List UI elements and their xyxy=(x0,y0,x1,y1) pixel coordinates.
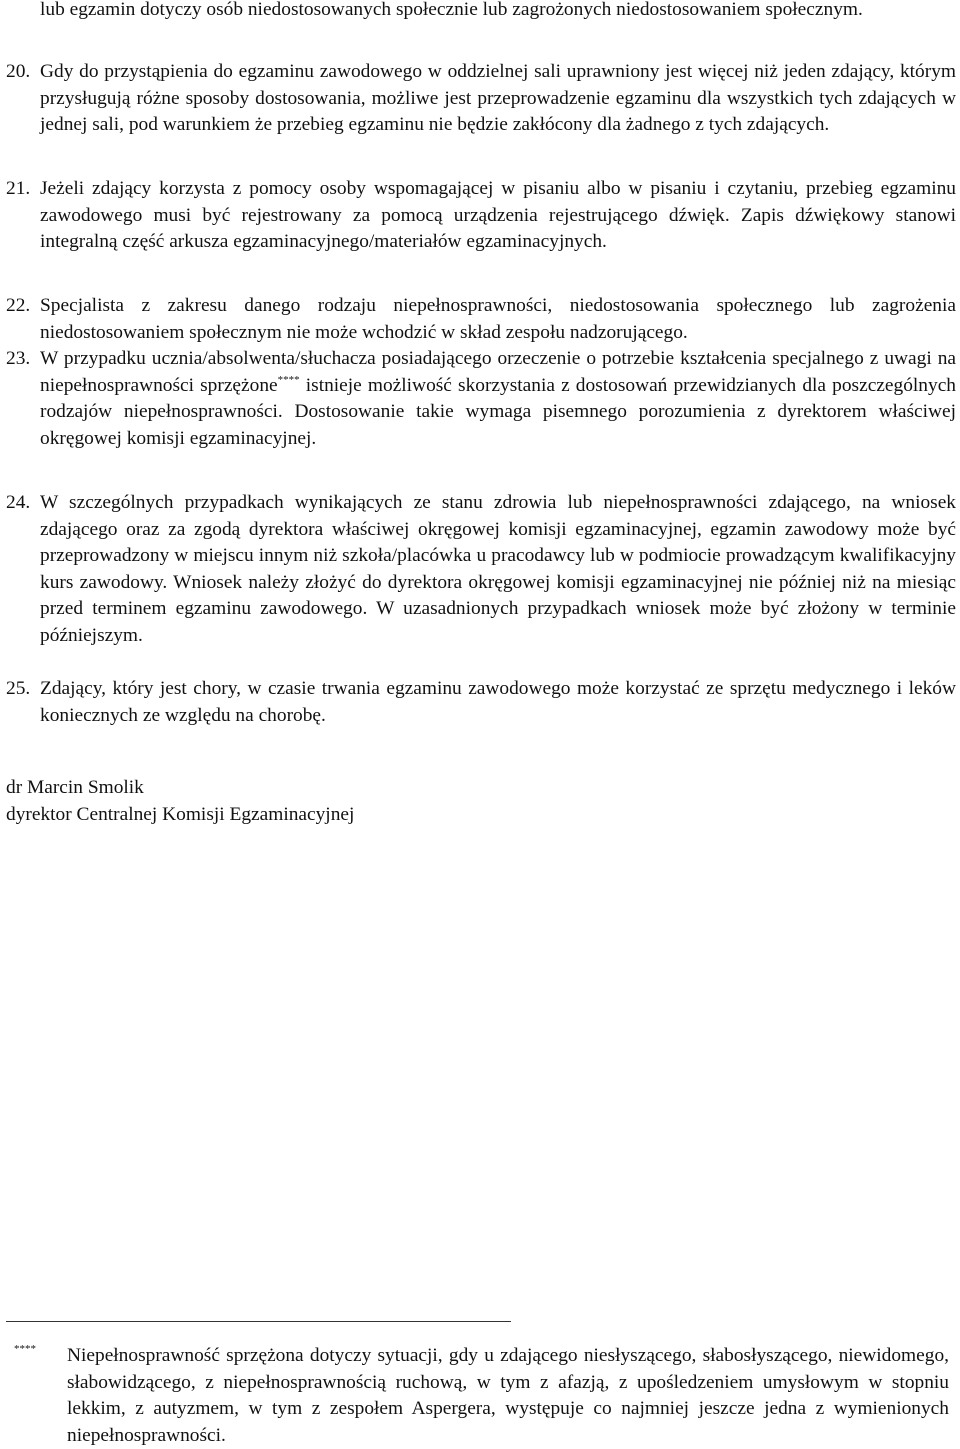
continuation-paragraph: lub egzamin dotyczy osób niedostosowanych społecznie lub zagrożonych niedostosowaniem społecznym. xyxy=(40,0,863,20)
signature-title: dyrektor Centralnej Komisji Egzaminacyjnej xyxy=(6,803,355,825)
item-text-after: istnieje możliwość skorzystania z dostosowań przewidzianych dla poszczególnych rodzajów niepełnosprawności. Dostosowanie takie wymaga pisemnego porozumienia z dyrektorem właściwej okręgowej komisji egzaminacyjnej. xyxy=(40,374,956,449)
item-number: 22. xyxy=(6,295,31,316)
footnote-mark: **** xyxy=(14,1343,36,1355)
signature-name: dr Marcin Smolik xyxy=(6,777,144,798)
item-text: Zdający, który jest chory, w czasie trwania egzaminu zawodowego może korzystać ze sprzętu medycznego i leków koniecznych ze względu na chorobę. xyxy=(40,678,956,726)
item-number: 25. xyxy=(6,678,31,699)
item-number: 21. xyxy=(6,178,31,199)
item-text: W szczególnych przypadkach wynikających ze stanu zdrowia lub niepełnosprawności zdającego, na wniosek zdającego oraz za zgodą dyrektora właściwej okręgowej komisji egzaminacyjnej, egzamin zawodowy może być przeprowadzony w miejscu innym niż szkoła/placówka u pracodawcy lub w podmiocie prowadzącym kwalifikacyjny kurs zawodowy. Wniosek należy złożyć do dyrektora okręgowej komisji egzaminacyjnej nie później niż na miesiąc przed terminem egzaminu zawodowego. W uzasadnionych przypadkach wniosek może być złożony w terminie późniejszym. xyxy=(40,492,956,646)
footnote-reference: **** xyxy=(277,373,300,386)
item-text-before: W przypadku ucznia/absolwenta/słuchacza posiadającego orzeczenie o potrzebie kształcenia specjalnego z uwagi na niepełnosprawności sprzężone xyxy=(40,348,956,396)
item-text: Specjalista z zakresu danego rodzaju niepełnosprawności, niedostosowania społecznego lub zagrożenia niedostosowaniem społecznym nie może wchodzić w skład zespołu nadzorującego. xyxy=(40,295,956,343)
signature-block xyxy=(6,775,354,828)
item-text xyxy=(40,346,956,452)
footnote-divider xyxy=(6,1321,511,1322)
item-number: 23. xyxy=(6,348,31,369)
item-number: 20. xyxy=(6,61,31,82)
item-text: Gdy do przystąpienia do egzaminu zawodowego w oddzielnej sali uprawniony jest więcej niż jeden zdający, którym przysługują różne sposoby dostosowania, możliwe jest przeprowadzenie egzaminu dla wszystkich tych zdających w jednej sali, pod warunkiem że przebieg egzaminu nie będzie zakłócony dla żadnego z tych zdających. xyxy=(40,61,956,135)
item-text: Jeżeli zdający korzysta z pomocy osoby wspomagającej w pisaniu albo w pisaniu i czytaniu, przebieg egzaminu zawodowego musi być rejestrowany za pomocą urządzenia rejestrującego dźwięk. Zapis dźwiękowy stanowi integralną część arkusza egzaminacyjnego/materiałów egzaminacyjnych. xyxy=(40,178,956,252)
item-number: 24. xyxy=(6,492,31,513)
footnote-text: Niepełnosprawność sprzężona dotyczy sytuacji, gdy u zdającego niesłyszącego, słabosłyszącego, niewidomego, słabowidzącego, z niepełnosprawnością ruchową, w tym z afazją, z upośledzeniem umysłowym w stopniu lekkim, z autyzmem, w tym z zespołem Aspergera, występuje co najmniej jeszcze jedna z wymienionych niepełnosprawności. xyxy=(67,1345,949,1446)
